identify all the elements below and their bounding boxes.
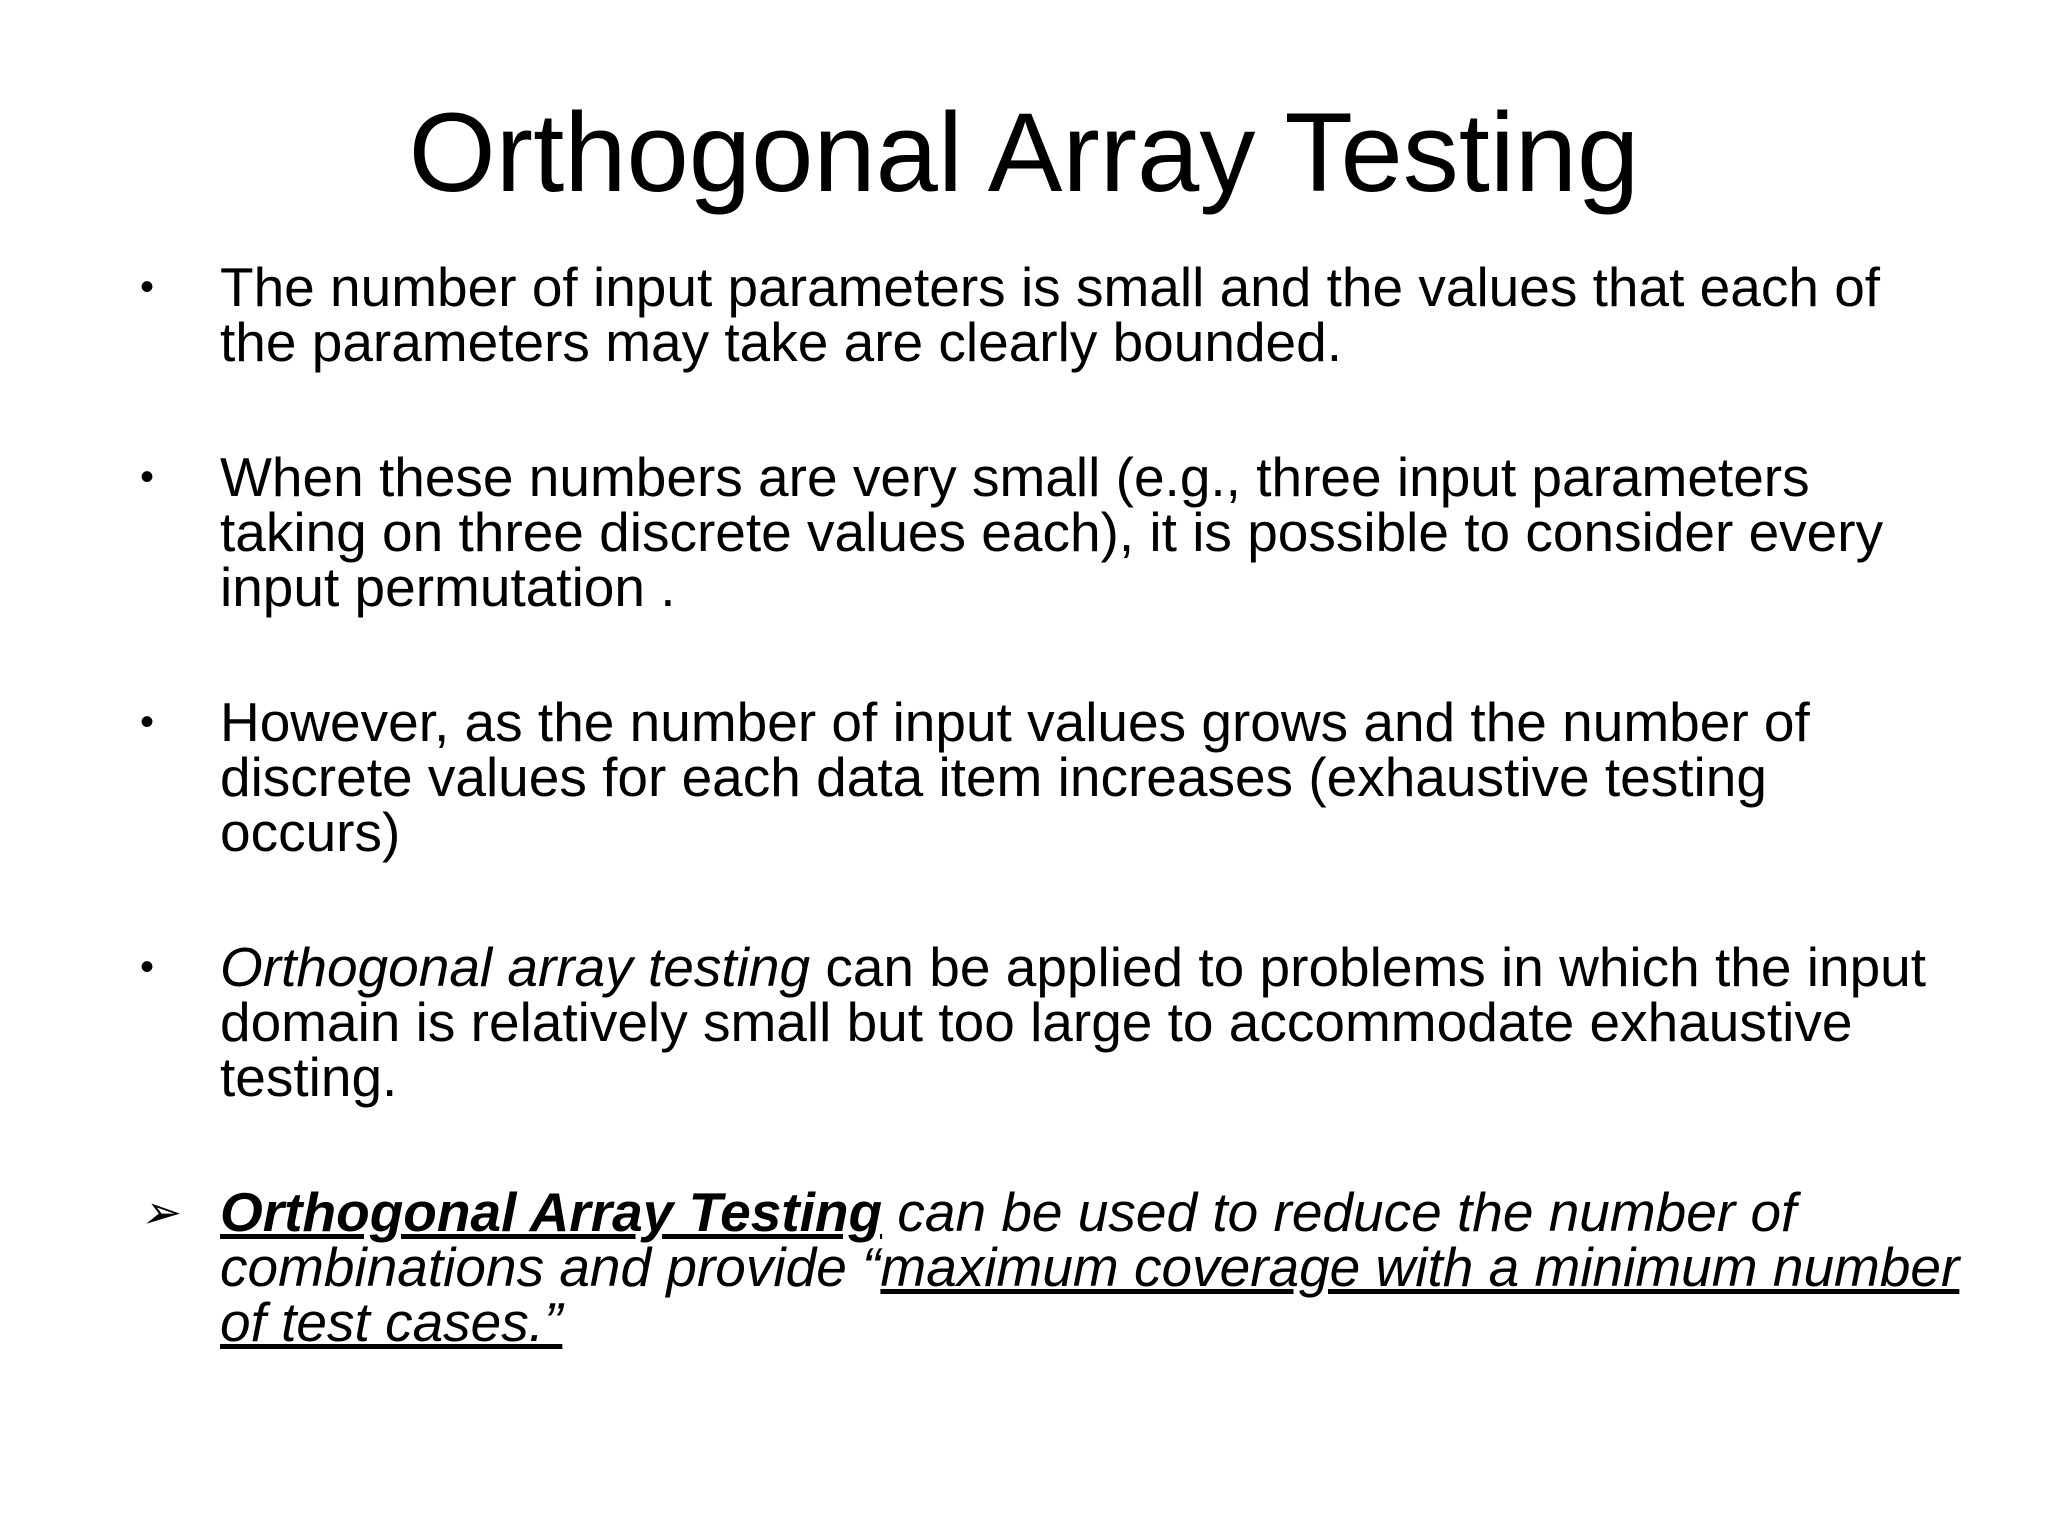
bullet-text: can be used to reduce the number of combinations and provide “ bbox=[220, 1181, 1797, 1298]
bullet-bold-lead: Orthogonal Array Testing bbox=[220, 1181, 883, 1243]
bullet-item bbox=[140, 936, 1960, 1108]
bullet-text: However, as the number of input values grows and the number of discrete values for each data item increases (exhaustive testing occurs) bbox=[220, 691, 1810, 863]
bullet-marker: • bbox=[140, 945, 155, 989]
bullet-marker: • bbox=[140, 700, 155, 744]
bullet-text: can be applied to problems in which the input domain is relatively small but too large to accommodate exhaustive testing. bbox=[220, 936, 1927, 1108]
bullet-italic-lead: Orthogonal array testing bbox=[220, 936, 811, 998]
bullet-item bbox=[140, 691, 1960, 863]
bullet-text: When these numbers are very small (e.g., three input parameters taking on three discrete values each), it is possible to consider every input permutation . bbox=[220, 446, 1884, 618]
bullet-marker: • bbox=[140, 265, 155, 309]
bullet-list bbox=[140, 256, 1960, 1430]
slide-title: Orthogonal Array Testing bbox=[408, 90, 1640, 215]
bullet-item bbox=[140, 256, 1960, 373]
bullet-item bbox=[140, 446, 1960, 618]
bullet-item-arrow bbox=[140, 1181, 1960, 1353]
arrow-bullet-icon: ➢ bbox=[140, 1186, 179, 1238]
bullet-text: The number of input parameters is small and the values that each of the parameters may take are clearly bounded. bbox=[220, 256, 1881, 373]
bullet-underlined-quote: maximum coverage with a minimum number of test cases.” bbox=[220, 1236, 1960, 1353]
bullet-marker: • bbox=[140, 455, 155, 499]
